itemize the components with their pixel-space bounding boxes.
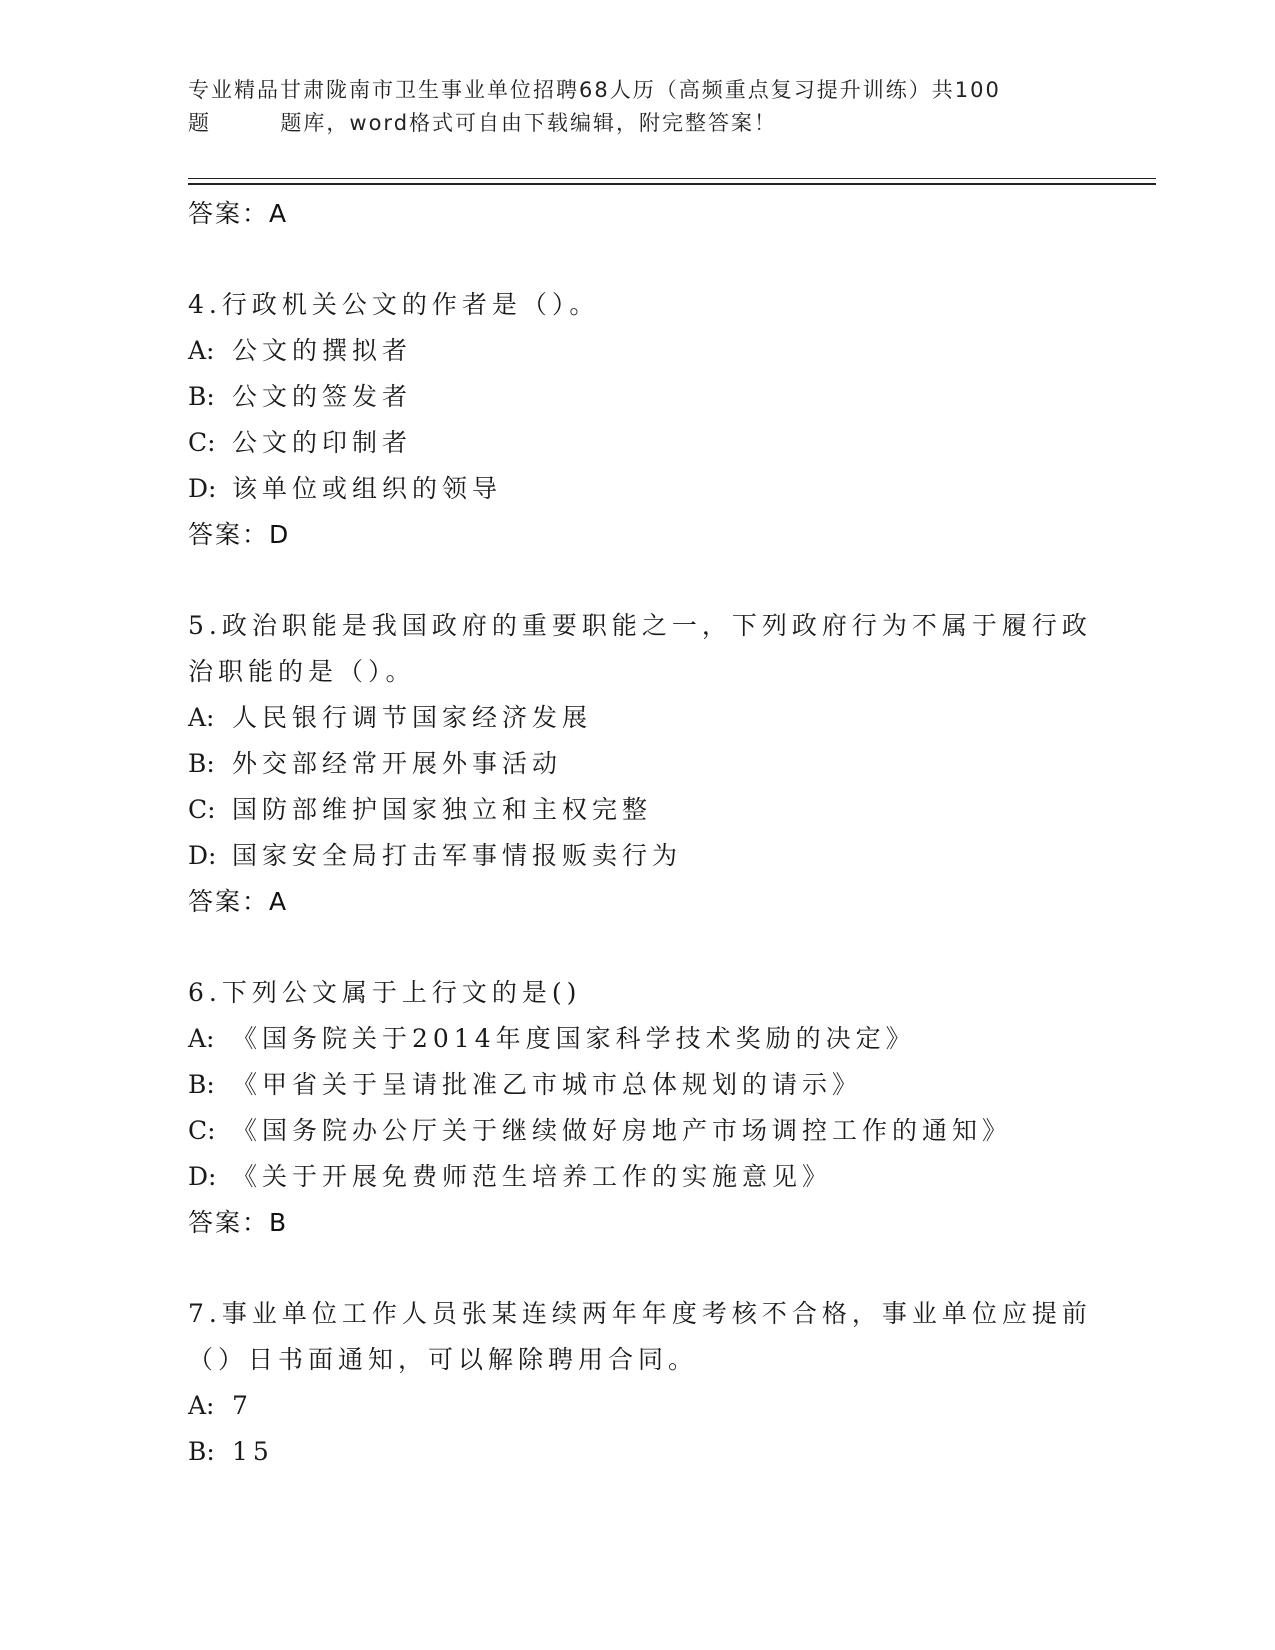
question-block	[188, 282, 1148, 558]
question-text-cont: 治职能的是（）。	[188, 657, 416, 686]
option-a: A: 《国务院关于2014年度国家科学技术奖励的决定》	[188, 1024, 916, 1053]
header-line-2: 题 题库，word格式可自由下载编辑，附完整答案！	[188, 111, 778, 135]
option-a: A: 人民银行调节国家经济发展	[188, 703, 593, 732]
question-text: 5.政治职能是我国政府的重要职能之一，下列政府行为不属于履行政	[188, 611, 1092, 640]
option-b: B: 外交部经常开展外事活动	[188, 749, 563, 778]
option-d: D: 《关于开展免费师范生培养工作的实施意见》	[188, 1162, 833, 1191]
answer-line: 答案：A	[188, 887, 289, 916]
question-text: 7.事业单位工作人员张某连续两年年度考核不合格，事业单位应提前	[188, 1299, 1092, 1328]
option-b: B: 15	[188, 1437, 274, 1466]
option-a: A: 7	[188, 1391, 253, 1420]
header-line-1: 专业精品甘肃陇南市卫生事业单位招聘68人历（高频重点复习提升训练）共100	[188, 78, 1001, 102]
question-text: 4.行政机关公文的作者是（）。	[188, 290, 600, 319]
answer-line: 答案：A	[188, 199, 289, 228]
question-block	[188, 603, 1148, 925]
spacer	[188, 1246, 1148, 1291]
spacer	[188, 237, 1148, 282]
option-c: C: 公文的印制者	[188, 428, 413, 457]
header-divider-thick	[188, 183, 1156, 185]
option-b: B: 《甲省关于呈请批准乙市城市总体规划的请示》	[188, 1070, 863, 1099]
question-block	[188, 1291, 1148, 1475]
spacer	[188, 925, 1148, 970]
header-divider-thin	[188, 178, 1156, 179]
answer-line: 答案：B	[188, 1208, 289, 1237]
option-d: D: 国家安全局打击军事情报贩卖行为	[188, 841, 683, 870]
option-a: A: 公文的撰拟者	[188, 336, 413, 365]
spacer	[188, 558, 1148, 603]
question-text-cont: （）日书面通知，可以解除聘用合同。	[188, 1345, 699, 1374]
document-header	[188, 74, 1088, 140]
option-b: B: 公文的签发者	[188, 382, 413, 411]
option-c: C: 国防部维护国家独立和主权完整	[188, 795, 653, 824]
question-content	[188, 191, 1148, 1475]
question-text: 6.下列公文属于上行文的是()	[188, 978, 582, 1007]
option-d: D: 该单位或组织的领导	[188, 474, 503, 503]
question-block	[188, 970, 1148, 1246]
answer-line: 答案：D	[188, 520, 291, 549]
option-c: C: 《国务院办公厅关于继续做好房地产市场调控工作的通知》	[188, 1116, 1013, 1145]
